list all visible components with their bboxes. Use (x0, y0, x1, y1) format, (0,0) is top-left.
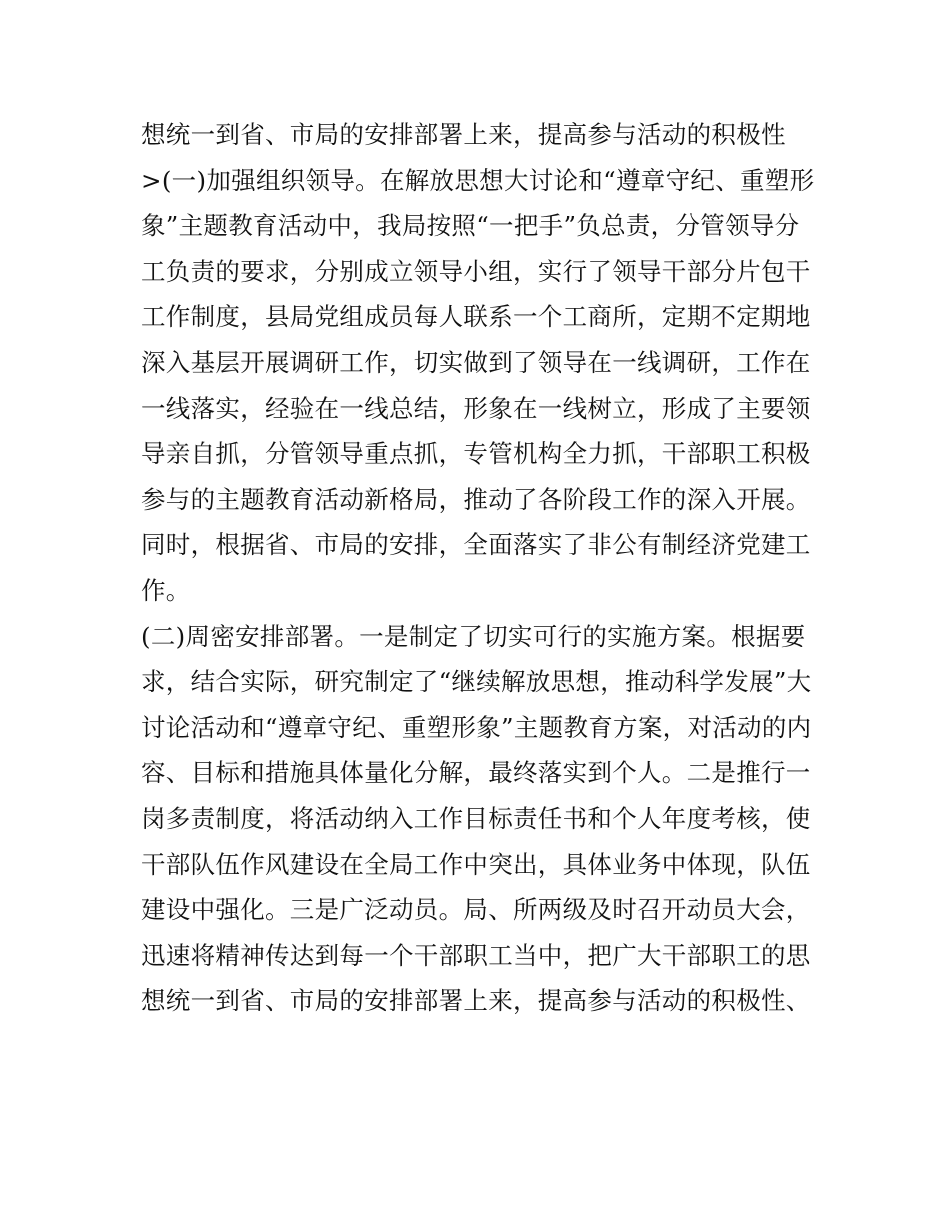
text-line: 容、目标和措施具体量化分解，最终落实到个人。二是推行一 (141, 758, 811, 788)
body-text (141, 112, 821, 1024)
text-line: 象”主题教育活动中，我局按照“一把手”负总责，分管领导分 (141, 211, 800, 241)
text-line: 深入基层开展调研工作，切实做到了领导在一线调研，工作在 (141, 347, 811, 377)
text-line: 迅速将精神传达到每一个干部职工当中，把广大干部职工的思 (141, 940, 811, 970)
text-line: 想统一到省、市局的安排部署上来，提高参与活动的积极性、 (141, 986, 811, 1016)
text-line: 一线落实，经验在一线总结，形象在一线树立，形成了主要领 (141, 393, 811, 423)
text-line: 同时，根据省、市局的安排，全面落实了非公有制经济党建工 (141, 530, 811, 560)
text-line: 求，结合实际，研究制定了“继续解放思想，推动科学发展”大 (141, 667, 812, 697)
text-line: 作。 (141, 575, 191, 605)
text-line: 岗多责制度，将活动纳入工作目标责任书和个人年度考核，使 (141, 803, 811, 833)
text-line: 工作制度，县局党组成员每人联系一个工商所，定期不定期地 (141, 302, 811, 332)
text-line: 导亲自抓，分管领导重点抓，专管机构全力抓，干部职工积极 (141, 439, 811, 469)
text-line: (二)周密安排部署。一是制定了切实可行的实施方案。根据要 (141, 621, 806, 651)
text-line: >(一)加强组织领导。在解放思想大讨论和“遵章守纪、重塑形 (141, 165, 815, 195)
text-line: 建设中强化。三是广泛动员。局、所两级及时召开动员大会， (141, 895, 811, 925)
text-line: 参与的主题教育活动新格局，推动了各阶段工作的深入开展。 (141, 484, 811, 514)
text-line: 工负责的要求，分别成立领导小组，实行了领导干部分片包干 (141, 256, 811, 286)
text-line: 干部队伍作风建设在全局工作中突出，具体业务中体现，队伍 (141, 849, 811, 879)
text-line: 想统一到省、市局的安排部署上来，提高参与活动的积极性 (141, 120, 786, 149)
text-line: 讨论活动和“遵章守纪、重塑形象”主题教育方案，对活动的内 (141, 712, 812, 742)
